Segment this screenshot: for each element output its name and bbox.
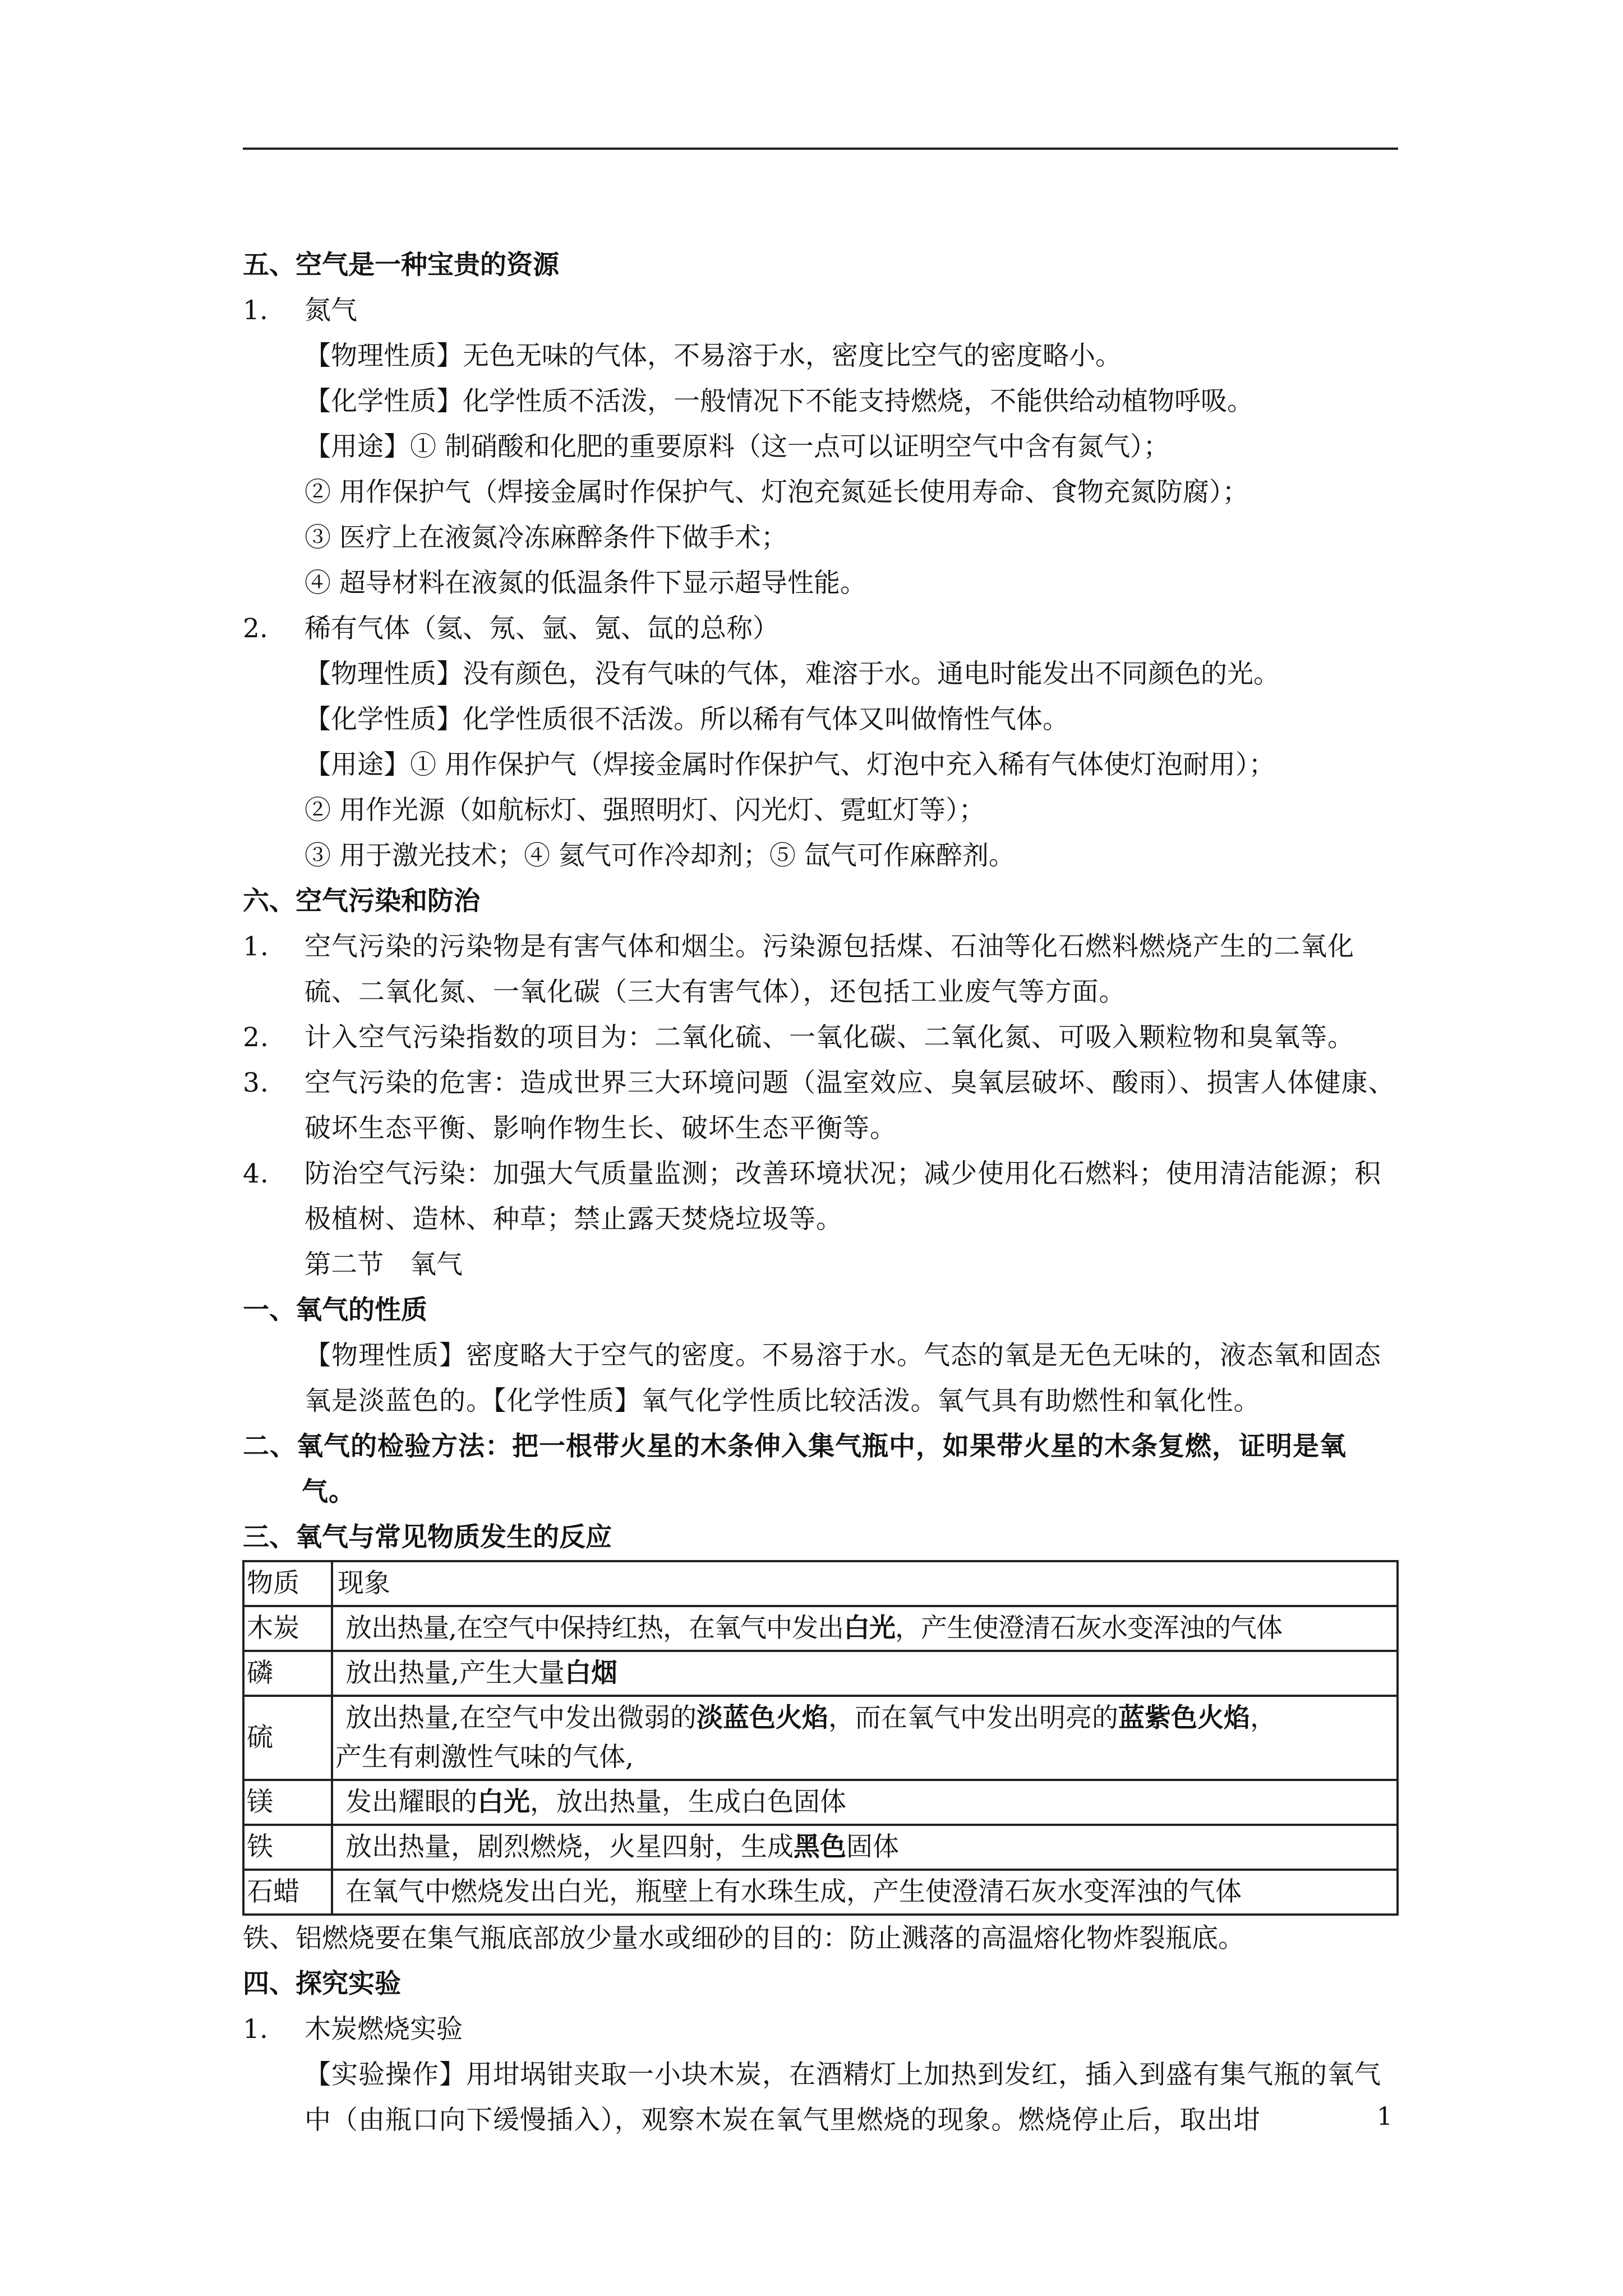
nitrogen-physical: 【物理性质】无色无味的气体，不易溶于水，密度比空气的密度略小。: [305, 341, 1122, 371]
section-6-title: 六、空气污染和防治: [243, 886, 480, 917]
item-number: 1.: [243, 931, 269, 962]
cell-phenomenon: [332, 1651, 1398, 1696]
section-2-heading: 第二节 氧气: [305, 1249, 463, 1280]
oxygen-properties-text: 【物理性质】密度略大于空气的密度。不易溶于水。气态的氧是无色无味的，液态氧和固态氧是淡蓝色的。【化学性质】氧气化学性质比较活泼。氧气具有助燃性和氧化性。: [305, 1340, 1381, 1416]
nitrogen-use-2: ② 用作保护气（焊接金属时作保护气、灯泡充氮延长使用寿命、食物充氮防腐）；: [305, 477, 1249, 508]
phenomenon-text: 固体: [846, 1832, 899, 1862]
table-row: [243, 1606, 1398, 1651]
pollution-item: [243, 1015, 1398, 1060]
cell-substance: 硫: [243, 1696, 332, 1780]
rare-gas-use-3: ③ 用于激光技术；④ 氦气可作冷却剂；⑤ 氙气可作麻醉剂。: [305, 840, 1015, 871]
nitrogen-use-3: ③ 医疗上在液氮冷冻麻醉条件下做手术；: [305, 522, 787, 553]
cell-phenomenon: [332, 1780, 1398, 1825]
phenomenon-text: ，产生使澄清石灰水变浑浊的气体: [895, 1613, 1282, 1644]
phenomenon-text: 产生有刺激性气味的气体,: [335, 1742, 634, 1773]
document-body: [243, 242, 1398, 2143]
cell-substance: 石蜡: [243, 1870, 332, 1915]
experiment-title: 木炭燃烧实验: [305, 2014, 463, 2045]
reaction-table: [242, 1560, 1399, 1916]
table-row: [243, 1651, 1398, 1696]
cell-substance: 铁: [243, 1825, 332, 1870]
cell-phenomenon: [332, 1870, 1398, 1915]
item-number: 4.: [243, 1158, 269, 1189]
section-5-title: 五、空气是一种宝贵的资源: [243, 250, 559, 280]
nitrogen-title: 氮气: [305, 295, 357, 326]
header-substance: 物质: [243, 1561, 332, 1606]
pollution-item: [243, 1151, 1398, 1242]
iron-aluminum-note: 铁、铝燃烧要在集气瓶底部放少量水或细砂的目的：防止溅落的高温熔化物炸裂瓶底。: [243, 1923, 1244, 1954]
oxygen-test-method: 二、氧气的检验方法：把一根带火星的木条伸入集气瓶中，如果带火星的木条复燃，证明是氧气。: [243, 1431, 1347, 1507]
rare-gas-heading: [243, 606, 1398, 651]
item-number: 1.: [243, 295, 268, 326]
phenomenon-text: 在氧气中燃烧发出白光，瓶壁上有水珠生成，产生使澄清石灰水变浑浊的气体: [345, 1876, 1242, 1907]
phenomenon-emphasis: 白光: [843, 1613, 895, 1644]
cell-substance: 磷: [243, 1651, 332, 1696]
page-number: 1: [1377, 2102, 1393, 2131]
cell-substance: 镁: [243, 1780, 332, 1825]
cell-phenomenon: [332, 1696, 1398, 1780]
phenomenon-emphasis: 白光: [477, 1787, 530, 1818]
phenomenon-emphasis: 蓝紫色火焰: [1118, 1703, 1250, 1733]
header-phenomenon: 现象: [332, 1561, 1398, 1606]
phenomenon-text: 放出热量，剧烈燃烧，火星四射，生成: [345, 1832, 794, 1862]
phenomenon-emphasis: 淡蓝色火焰: [696, 1703, 828, 1733]
nitrogen-use-1: 【用途】① 制硝酸和化肥的重要原料（这一点可以证明空气中含有氮气）；: [305, 431, 1170, 462]
phenomenon-text: ，放出热量，生成白色固体: [530, 1787, 846, 1818]
experiment-heading: [243, 2007, 1398, 2052]
table-row: [243, 1780, 1398, 1825]
oxygen-reactions-title: 三、氧气与常见物质发生的反应: [243, 1522, 612, 1553]
item-text: 空气污染的危害：造成世界三大环境问题（温室效应、臭氧层破坏、酸雨）、损害人体健康、破坏生态平衡、影响作物生长、破坏生态平衡等。: [305, 1068, 1395, 1144]
pollution-item: [243, 924, 1398, 1015]
nitrogen-heading: [243, 288, 1398, 333]
item-text: 防治空气污染：加强大气质量监测；改善环境状况；减少使用化石燃料；使用清洁能源；积极植树、造林、种草；禁止露天焚烧垃圾等。: [305, 1158, 1381, 1235]
nitrogen-use-4: ④ 超导材料在液氮的低温条件下显示超导性能。: [305, 568, 866, 599]
experiment-section-title: 四、探究实验: [243, 1968, 401, 1999]
nitrogen-chemical: 【化学性质】化学性质不活泼，一般情况下不能支持燃烧，不能供给动植物呼吸。: [305, 386, 1253, 417]
phenomenon-text: ，: [1249, 1703, 1276, 1733]
item-number: 2.: [243, 613, 268, 644]
item-number: 2.: [243, 1022, 269, 1053]
cell-phenomenon: [332, 1606, 1398, 1651]
rare-gas-chemical: 【化学性质】化学性质很不活泼。所以稀有气体又叫做惰性气体。: [305, 704, 1069, 735]
rare-gas-use-1: 【用途】① 用作保护气（焊接金属时作保护气、灯泡中充入稀有气体使灯泡耐用）；: [305, 749, 1275, 780]
phenomenon-text: 放出热量,产生大量: [345, 1658, 565, 1688]
experiment-procedure: 【实验操作】用坩埚钳夹取一小块木炭，在酒精灯上加热到发红，插入到盛有集气瓶的氧气中（由瓶口向下缓慢插入），观察木炭在氧气里燃烧的现象。燃烧停止后，取出坩: [305, 2059, 1381, 2136]
phenomenon-text: 发出耀眼的: [345, 1787, 477, 1818]
phenomenon-text: 放出热量,在空气中发出微弱的: [345, 1703, 697, 1733]
item-text: 计入空气污染指数的项目为：二氧化硫、一氧化碳、二氧化氮、可吸入颗粒物和臭氧等。: [305, 1022, 1354, 1053]
header-rule: [243, 148, 1398, 150]
item-number: 1.: [243, 2014, 268, 2045]
oxygen-properties-title: 一、氧气的性质: [243, 1295, 427, 1326]
phenomenon-emphasis: 白烟: [564, 1658, 617, 1688]
item-text: 空气污染的污染物是有害气体和烟尘。污染源包括煤、石油等化石燃料燃烧产生的二氧化硫、二氧化氮、一氧化碳（三大有害气体），还包括工业废气等方面。: [305, 931, 1354, 1007]
pollution-item: [243, 1060, 1398, 1151]
cell-substance: 木炭: [243, 1606, 332, 1651]
phenomenon-text: ，而在氧气中发出明亮的: [828, 1703, 1118, 1733]
rare-gas-use-2: ② 用作光源（如航标灯、强照明灯、闪光灯、霓虹灯等）；: [305, 795, 985, 826]
phenomenon-emphasis: 黑色: [794, 1832, 846, 1862]
rare-gas-title: 稀有气体（氦、氖、氩、氪、氙的总称）: [305, 613, 779, 644]
cell-phenomenon: [332, 1825, 1398, 1870]
phenomenon-text: 放出热量,在空气中保持红热，在氧气中发出: [345, 1613, 843, 1644]
table-row: [243, 1696, 1398, 1780]
table-row: [243, 1825, 1398, 1870]
table-header-row: [243, 1561, 1398, 1606]
table-row: [243, 1870, 1398, 1915]
rare-gas-physical: 【物理性质】没有颜色，没有气味的气体，难溶于水。通电时能发出不同颜色的光。: [305, 659, 1280, 689]
item-number: 3.: [243, 1068, 269, 1098]
